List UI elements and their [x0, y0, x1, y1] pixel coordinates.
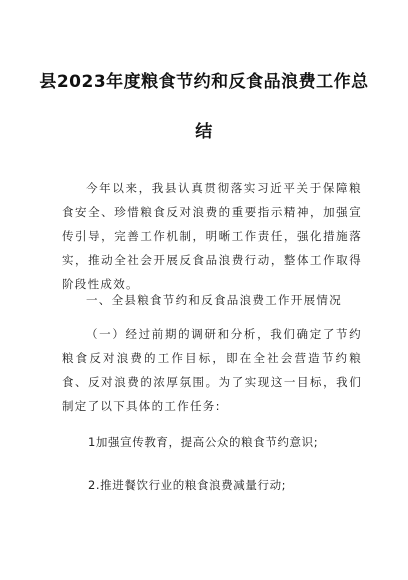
section-heading-1: 一、全县粮食节约和反食品浪费工作开展情况	[86, 293, 342, 307]
document-title-line-1: 县2023年度粮食节约和反食品浪费工作总	[39, 72, 369, 92]
intro-paragraph: 今年以来，我县认真贯彻落实习近平关于保障粮食安全、珍惜粮食反对浪费的重要指示精神，加强宣传引导，完善工作机制，明晰工作责任，强化措施落实，推动全社会开展反食品浪费行动，整体工作取得阶段性成效。	[62, 181, 362, 291]
body-paragraph-2: （一）经过前期的调研和分析，我们确定了节约粮食反对浪费的工作目标，即在全社会营造节约粮食、反对浪费的浓厚氛围。为了实现这一目标，我们制定了以下具体的工作任务:	[62, 327, 362, 413]
task-item-2: 2.推进餐饮行业的粮食浪费减量行动;	[88, 478, 287, 492]
task-item-1: 1加强宣传教育，提高公众的粮食节约意识;	[88, 435, 319, 449]
document-title-line-2: 结	[195, 122, 213, 142]
